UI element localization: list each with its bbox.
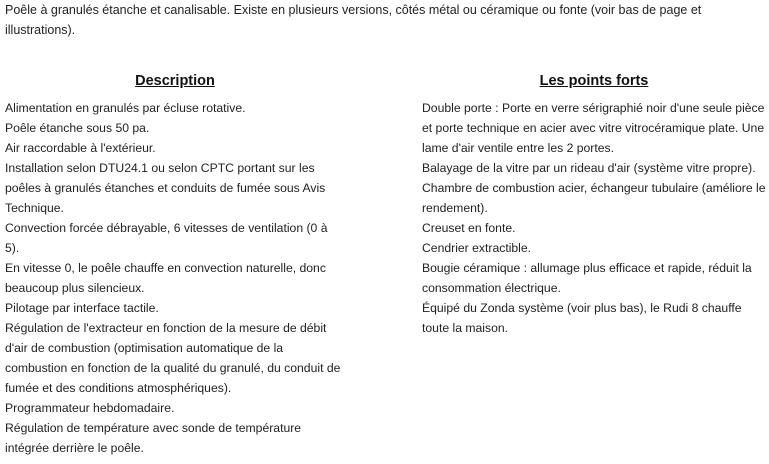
list-item: Alimentation en granulés par écluse rotative. <box>5 101 246 115</box>
list-item: Programmateur hebdomadaire. <box>5 401 175 415</box>
list-item: Pilotage par interface tactile. <box>5 301 159 315</box>
description-column <box>5 70 345 458</box>
list-item: Balayage de la vitre par un rideau d'air (système vitre propre). <box>422 161 756 175</box>
description-heading: Description <box>135 73 215 89</box>
list-item: Installation selon DTU24.1 ou selon CPTC portant sur les poêles à granulés étanches et conduits de fumée sous Avis Technique. <box>5 161 326 215</box>
points-forts-list <box>422 98 766 338</box>
list-item: Chambre de combustion acier, échangeur tubulaire (améliore le rendement). <box>422 181 766 215</box>
list-item: Creuset en fonte. <box>422 221 516 235</box>
list-item: Cendrier extractible. <box>422 241 532 255</box>
points-forts-column <box>422 70 766 338</box>
list-item: Poêle étanche sous 50 pa. <box>5 121 150 135</box>
list-item: Double porte : Porte en verre sérigraphié noir d'une seule pièce et porte technique en acier avec vitre vitrocéramique plate. Une lame d'air ventile entre les 2 portes. <box>422 101 765 155</box>
list-item: Équipé du Zonda système (voir plus bas), le Rudi 8 chauffe toute la maison. <box>422 301 742 335</box>
list-item: Air raccordable à l'extérieur. <box>5 141 156 155</box>
intro-text: Poêle à granulés étanche et canalisable. Existe en plusieurs versions, côtés métal ou céramique ou fonte (voir bas de page et illustrations). <box>5 3 702 37</box>
description-list <box>5 98 345 458</box>
list-item: Régulation de température avec sonde de température intégrée derrière le poêle. <box>5 421 302 455</box>
list-item: Convection forcée débrayable, 6 vitesses de ventilation (0 à 5). <box>5 221 328 255</box>
list-item: Bougie céramique : allumage plus efficace et rapide, réduit la consommation électrique. <box>422 261 752 295</box>
list-item: Régulation de l'extracteur en fonction de la mesure de débit d'air de combustion (optimisation automatique de la combustion en fonction de la qualité du granulé, du conduit de fumée et des conditions atmosphériques). <box>5 321 341 395</box>
points-forts-heading: Les points forts <box>539 73 649 89</box>
list-item: En vitesse 0, le poêle chauffe en convection naturelle, donc beaucoup plus silencieux. <box>5 261 326 295</box>
